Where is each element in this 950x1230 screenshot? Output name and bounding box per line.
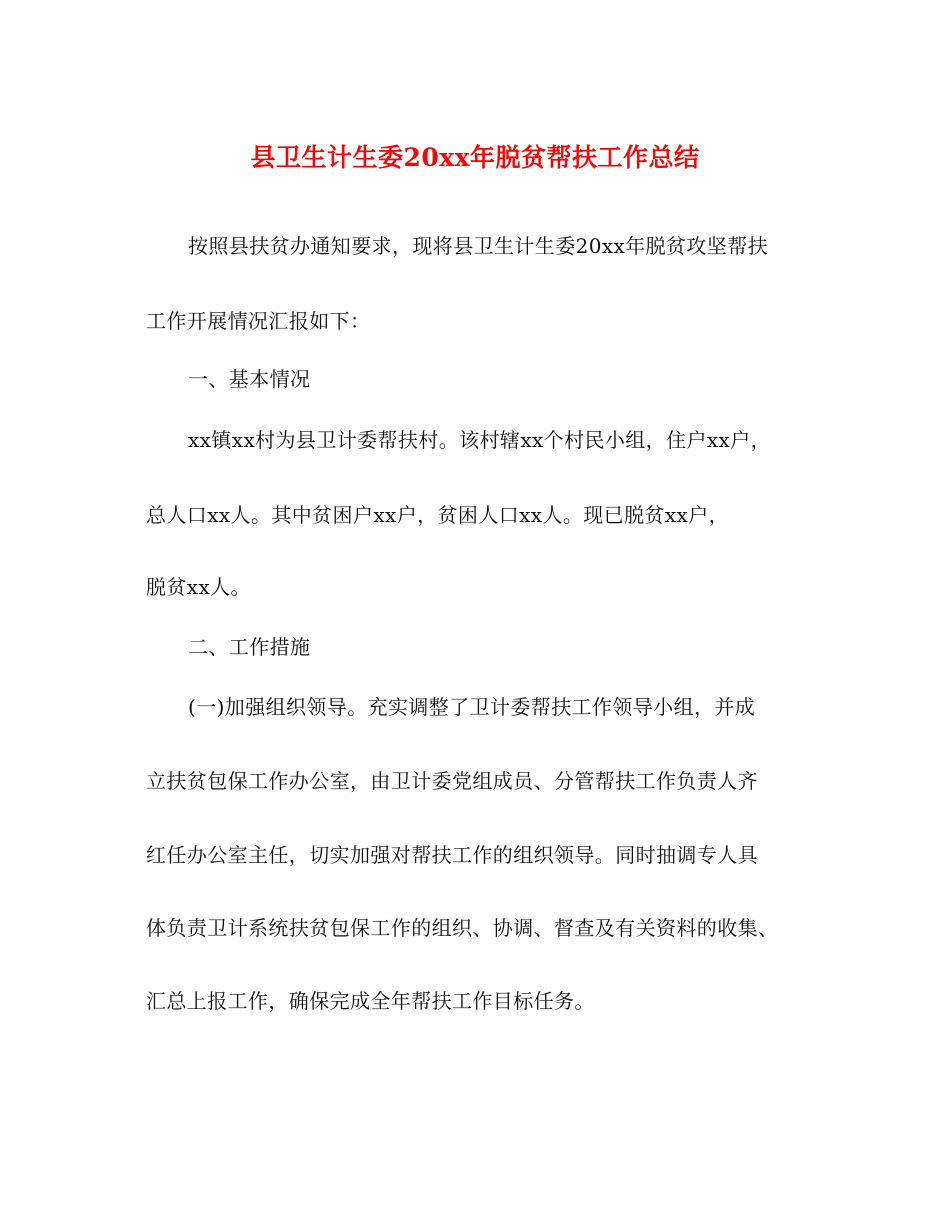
section-heading: 二、工作措施 bbox=[188, 635, 311, 659]
paragraph-line: 脱贫xx人。 bbox=[146, 575, 251, 599]
paragraph-line: 工作开展情况汇报如下： bbox=[146, 309, 371, 333]
paragraph-line: 立扶贫包保工作办公室，由卫计委党组成员、分管帮扶工作负责人齐 bbox=[146, 769, 758, 793]
paragraph-line: xx镇xx村为县卫计委帮扶村。该村辖xx个村民小组，住户xx户， bbox=[188, 428, 772, 452]
paragraph-line: 红任办公室主任，切实加强对帮扶工作的组织领导。同时抽调专人具 bbox=[146, 843, 758, 867]
paragraph-line: (一)加强组织领导。充实调整了卫计委帮扶工作领导小组，并成 bbox=[188, 695, 756, 719]
document-title: 县卫生计生委20xx年脱贫帮扶工作总结 bbox=[250, 143, 700, 172]
paragraph-line: 汇总上报工作，确保完成全年帮扶工作目标任务。 bbox=[146, 989, 595, 1013]
section-heading: 一、基本情况 bbox=[188, 367, 311, 391]
paragraph-line: 按照县扶贫办通知要求，现将县卫生计生委20xx年脱贫攻坚帮扶 bbox=[188, 234, 769, 258]
paragraph-line: 总人口xx人。其中贫困户xx户，贫困人口xx人。现已脱贫xx户， bbox=[146, 503, 730, 527]
paragraph-line: 体负责卫计系统扶贫包保工作的组织、协调、督查及有关资料的收集、 bbox=[146, 916, 779, 940]
